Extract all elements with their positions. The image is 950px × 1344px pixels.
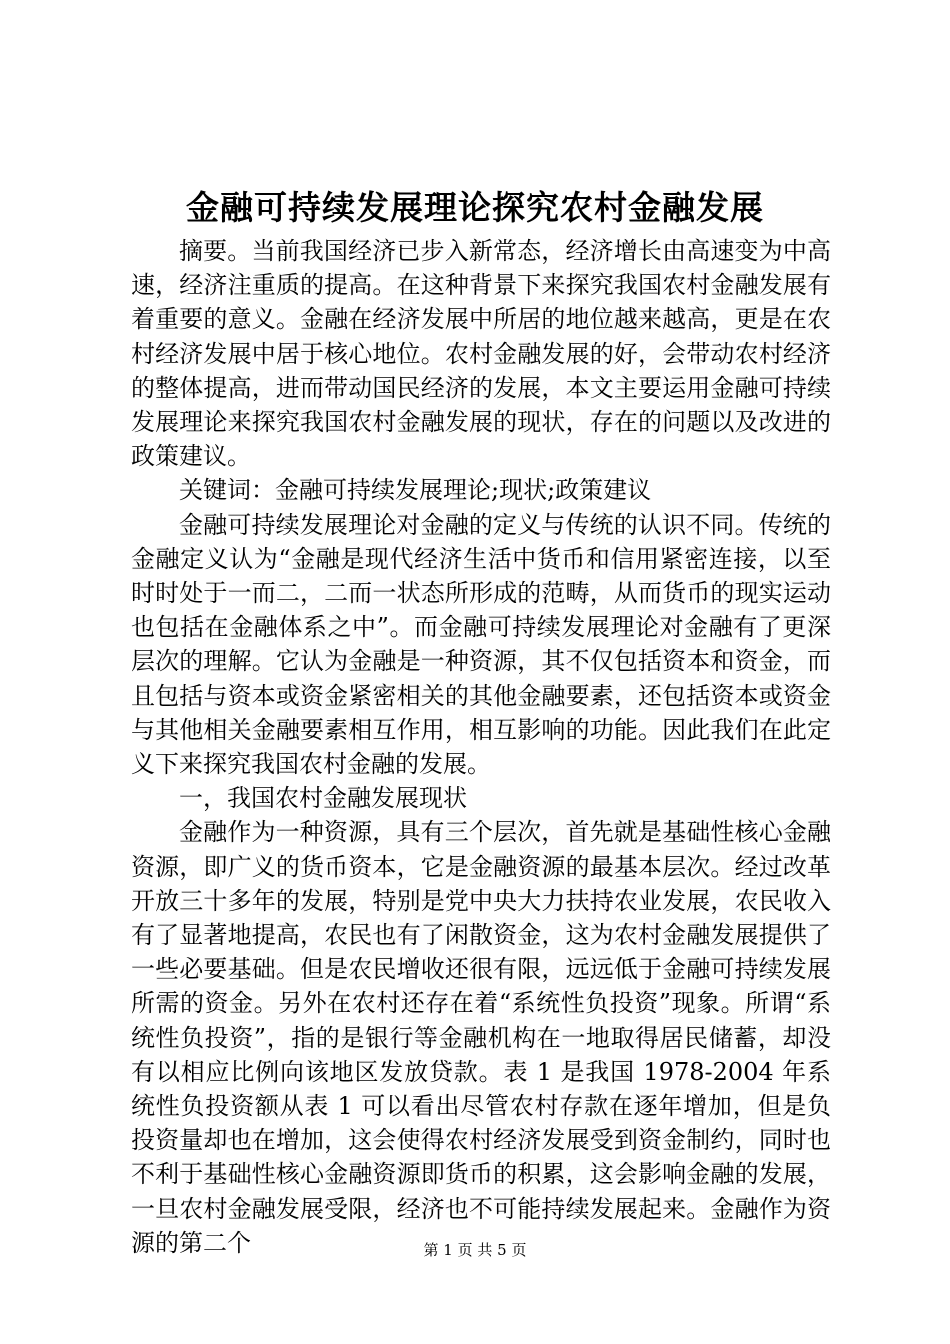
abstract-paragraph: 摘要。当前我国经济已步入新常态，经济增长由高速变为中高速，经济注重质的提高。在这种背景下来探究我国农村金融发展有着重要的意义。金融在经济发展中所居的地位越来越高，更是在农村经济发展中居于核心地位。农村金融发展的好，会带动农村经济的整体提高，进而带动国民经济的发展，本文主要运用金融可持续发展理论来探究我国农村金融发展的现状，存在的问题以及改进的政策建议。 [131,237,831,471]
body-paragraph: 金融作为一种资源，具有三个层次，首先就是基础性核心金融资源，即广义的货币资本，它是金融资源的最基本层次。经过改革开放三十多年的发展，特别是党中央大力扶持农业发展，农民收入有了显著地提高，农民也有了闲散资金，这为农村金融发展提供了一些必要基础。但是农民增收还很有限，远远低于金融可持续发展所需的资金。另外在农村还存在着“系统性负投资”现象。所谓“系统性负投资”，指的是银行等金融机构在一地取得居民储蓄，却没有以相应比例向该地区发放贷款。表 1 是我国 1978-2004 年系统性负投资额从表 1 可以看出尽管农村存款在逐年增加，但是负投资量却也在增加，这会使得农村经济发展受到资金制约，同时也不利于基础性核心金融资源即货币的积累，这会影响金融的发展，一旦农村金融发展受限，经济也不可能持续发展起来。金融作为资源的第二个 [131,818,831,1257]
keywords-paragraph: 关键词：金融可持续发展理论;现状;政策建议 [179,476,652,505]
section-heading: 一，我国农村金融发展现状 [179,784,467,813]
document-body [131,234,831,1260]
page-footer: 第 1 页 共 5 页 [423,1241,527,1259]
body-paragraph: 金融可持续发展理论对金融的定义与传统的认识不同。传统的金融定义认为“金融是现代经济生活中货币和信用紧密连接，以至时时处于一而二，二而一状态所形成的范畴，从而货币的现实运动也包括在金融体系之中”。而金融可持续发展理论对金融有了更深层次的理解。它认为金融是一种资源，其不仅包括资本和资金，而且包括与资本或资金紧密相关的其他金融要素，还包括资本或资金与其他相关金融要素相互作用，相互影响的功能。因此我们在此定义下来探究我国农村金融的发展。 [131,510,831,779]
document-title: 金融可持续发展理论探究农村金融发展 [186,188,764,227]
